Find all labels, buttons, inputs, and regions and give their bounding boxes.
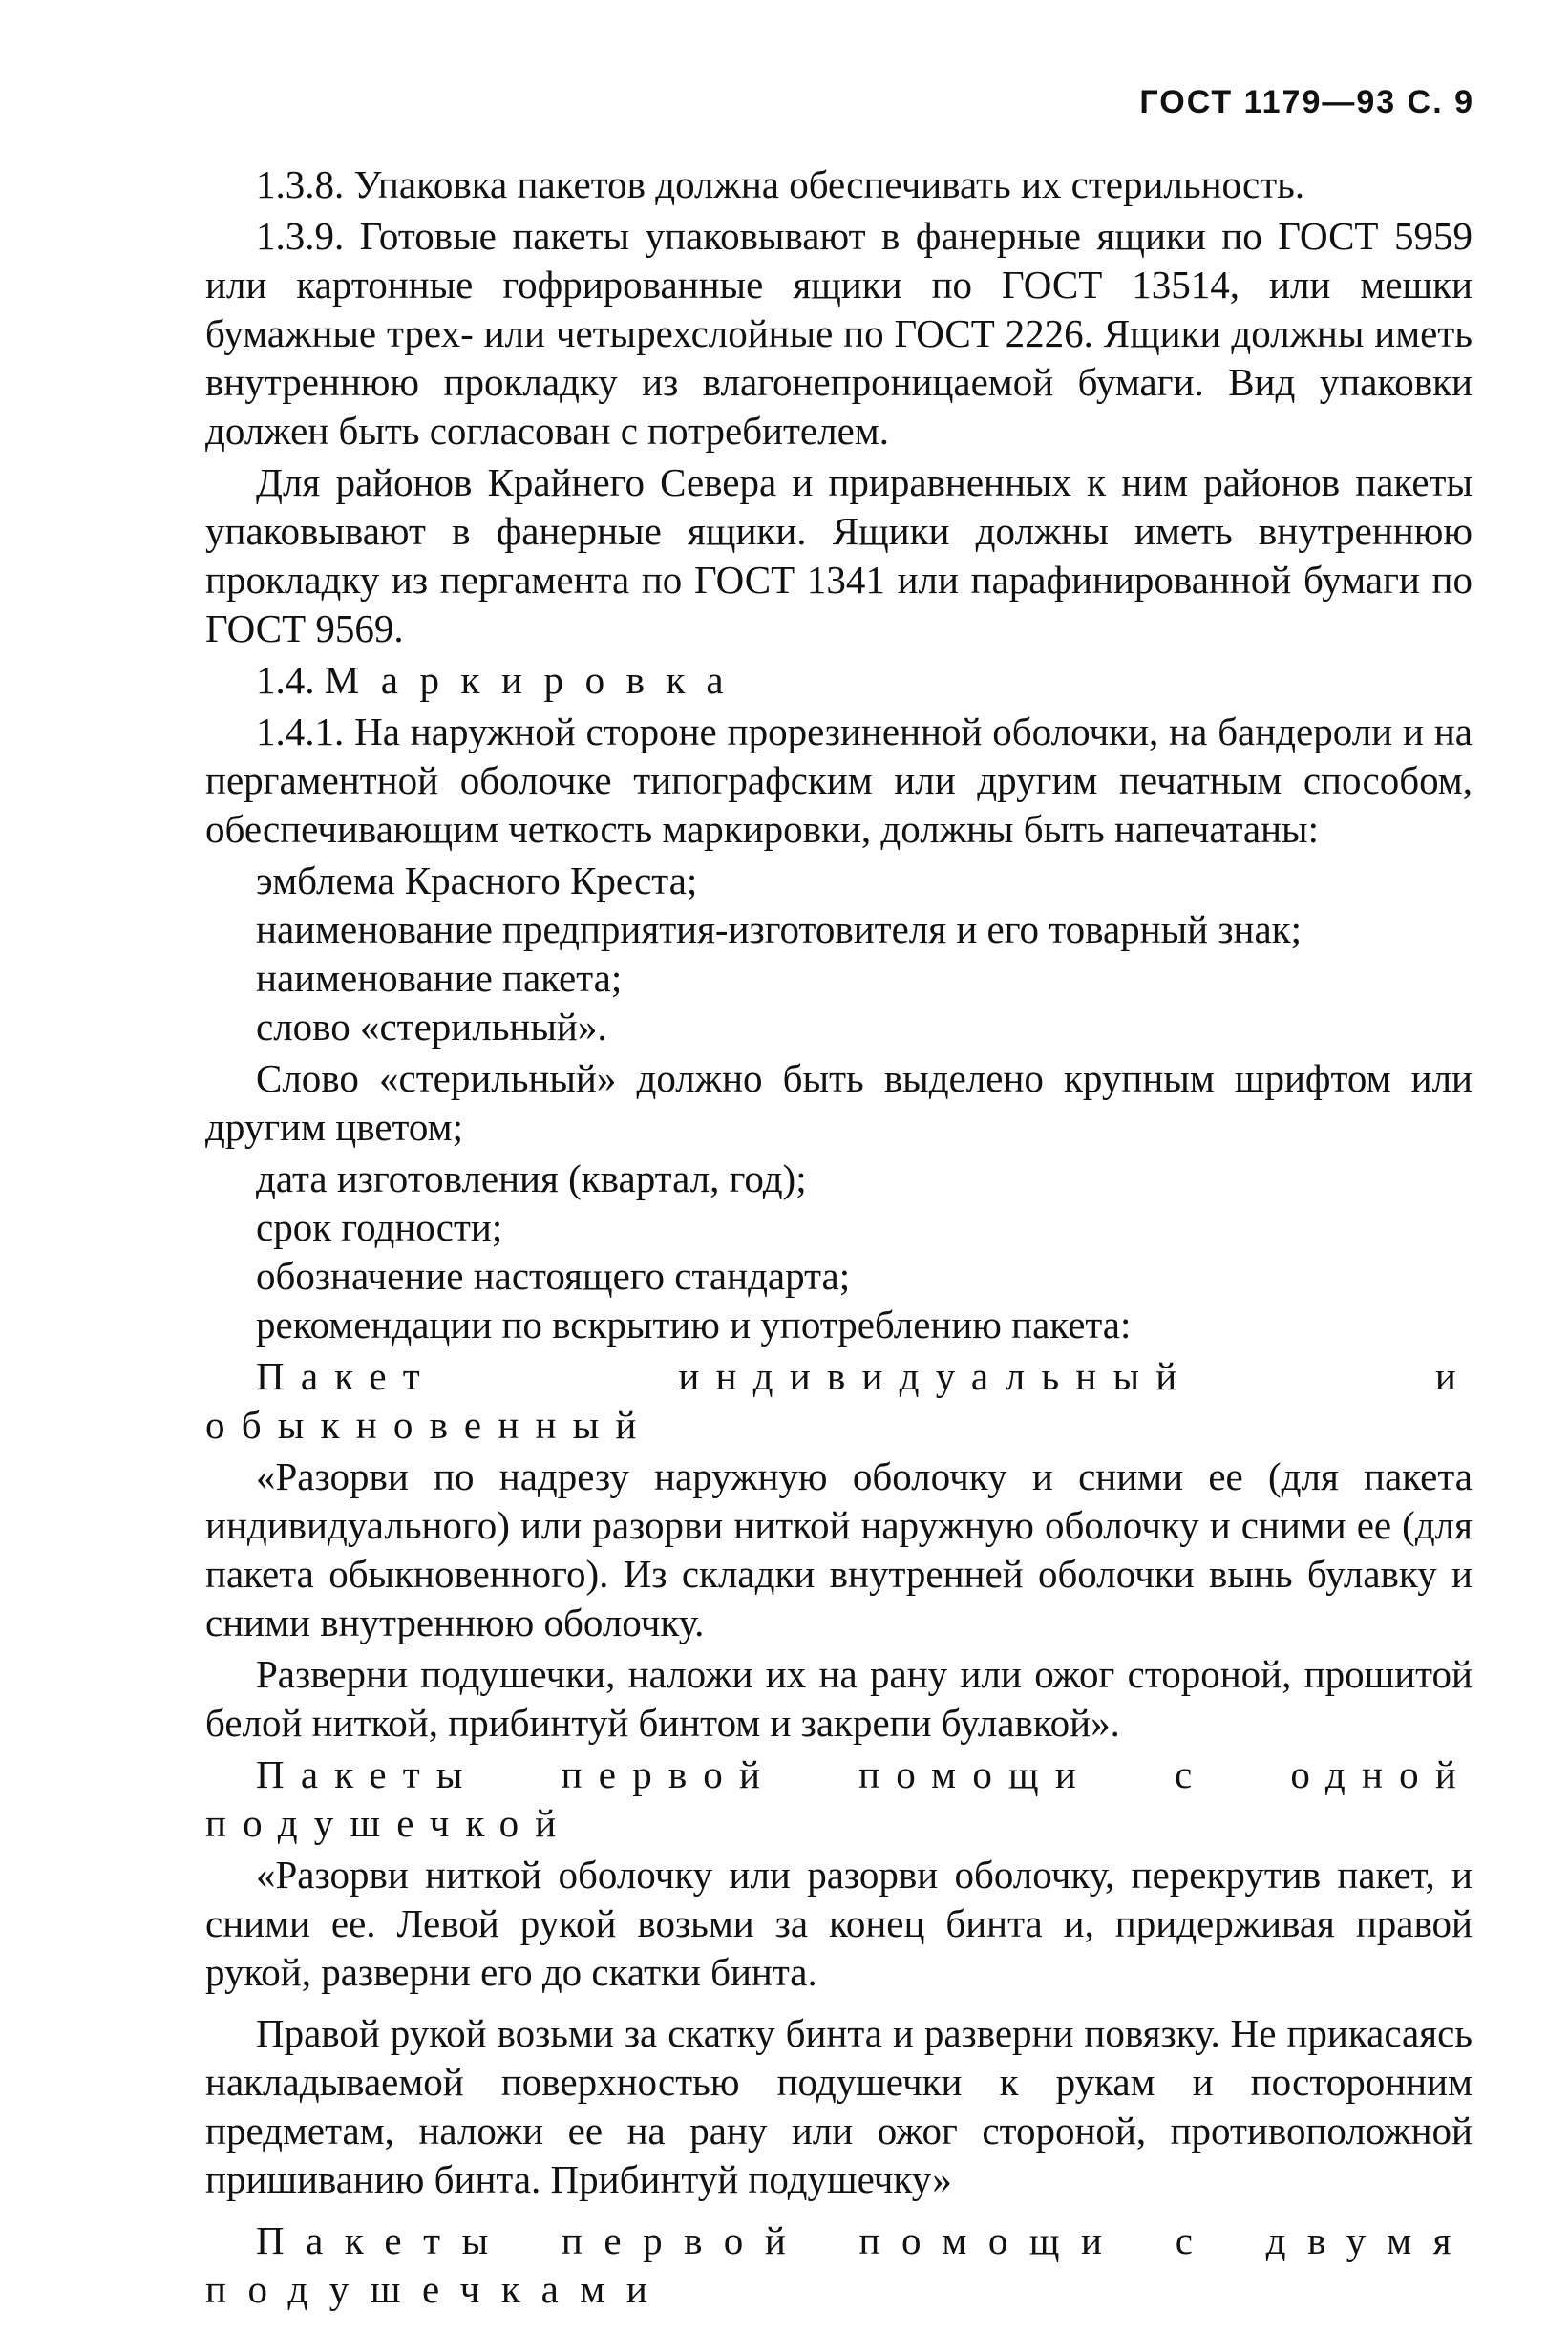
list-item: наименование предприятия-изготовителя и его товарный знак; bbox=[256, 907, 1302, 951]
paragraph-1-4-1: 1.4.1. На наружной стороне прорезиненной оболочки, на бандероли и на пергаментной оболочке типографским или другим печатным способом, обеспечивающим четкость маркировки, должны быть напечатаны: bbox=[205, 710, 1473, 851]
paragraph-instructions-4: Правой рукой возьми за скатку бинта и разверни повязку. Не прикасаясь накладываемой поверхностью подушечки к рукам и посторонним предметам, наложи ее на рану или ожог стороной, противоположной пришиванию бинта. Прибинтуй подушечку» bbox=[205, 2011, 1473, 2201]
list-item: обозначение настоящего стандарта; bbox=[256, 1254, 851, 1298]
paragraph-instructions-1: «Разорви по надрезу наружную оболочку и сними ее (для пакета индивидуального) или разорви ниткой наружную оболочку и сними ее (для пакета обыкновенного). Из складки внутренней оболочки вынь булавку и сними внутреннюю оболочку. bbox=[205, 1454, 1473, 1644]
section-title: Маркировка bbox=[324, 658, 746, 702]
paragraph-far-north: Для районов Крайнего Севера и приравненных к ним районов пакеты упаковывают в фанерные ящики. Ящики должны иметь внутреннюю прокладку из пергамента по ГОСТ 1341 или парафинированной бумаги по ГОСТ 9569. bbox=[205, 460, 1473, 650]
document-body bbox=[205, 160, 1473, 2317]
list-item: дата изготовления (квартал, год); bbox=[256, 1156, 807, 1200]
list-item: эмблема Красного Креста; bbox=[256, 859, 698, 902]
paragraph-1-3-8: 1.3.8. Упаковка пакетов должна обеспечивать их стерильность. bbox=[256, 162, 1305, 206]
list-item: срок годности; bbox=[256, 1205, 503, 1249]
list-item: рекомендации по вскрытию и употреблению пакета: bbox=[256, 1303, 1132, 1347]
paragraph-instructions-3: «Разорви ниткой оболочку или разорви оболочку, перекрутив пакет, и сними ее. Левой рукой возьми за конец бинта и, придерживая правой рукой, разверни его до скатки бинта. bbox=[205, 1853, 1473, 1994]
paragraph-1-3-9: 1.3.9. Готовые пакеты упаковывают в фанерные ящики по ГОСТ 5959 или картонные гофрированные ящики по ГОСТ 13514, или мешки бумажные трех- или четырехслойные по ГОСТ 2226. Ящики должны иметь внутреннюю прокладку из влагонепроницаемой бумаги. Вид упаковки должен быть согласован с потребителем. bbox=[205, 214, 1473, 453]
list-item: слово «стерильный». bbox=[256, 1005, 607, 1049]
subheading-one-pad: Пакеты первой помощи с одной подушечкой bbox=[205, 1752, 1473, 1845]
section-heading-1-4 bbox=[205, 656, 1473, 705]
paragraph-instructions-2: Разверни подушечки, наложи их на рану или ожог стороной, прошитой белой ниткой, прибинтуй бинтом и закрепи булавкой». bbox=[205, 1652, 1473, 1745]
section-number: 1.4. bbox=[256, 658, 315, 702]
marking-list-2 bbox=[205, 1155, 1473, 1349]
subheading-two-pads: Пакеты первой помощи с двумя подушечками bbox=[205, 2218, 1473, 2311]
paragraph-sterile-word: Слово «стерильный» должно быть выделено крупным шрифтом или другим цветом; bbox=[205, 1056, 1473, 1149]
page-header: ГОСТ 1179—93 С. 9 bbox=[1139, 84, 1474, 120]
subheading-individual-packet: Пакет индивидуальный и обыкновенный bbox=[205, 1354, 1473, 1447]
marking-list-1 bbox=[205, 857, 1473, 1051]
list-item: наименование пакета; bbox=[256, 956, 623, 1000]
